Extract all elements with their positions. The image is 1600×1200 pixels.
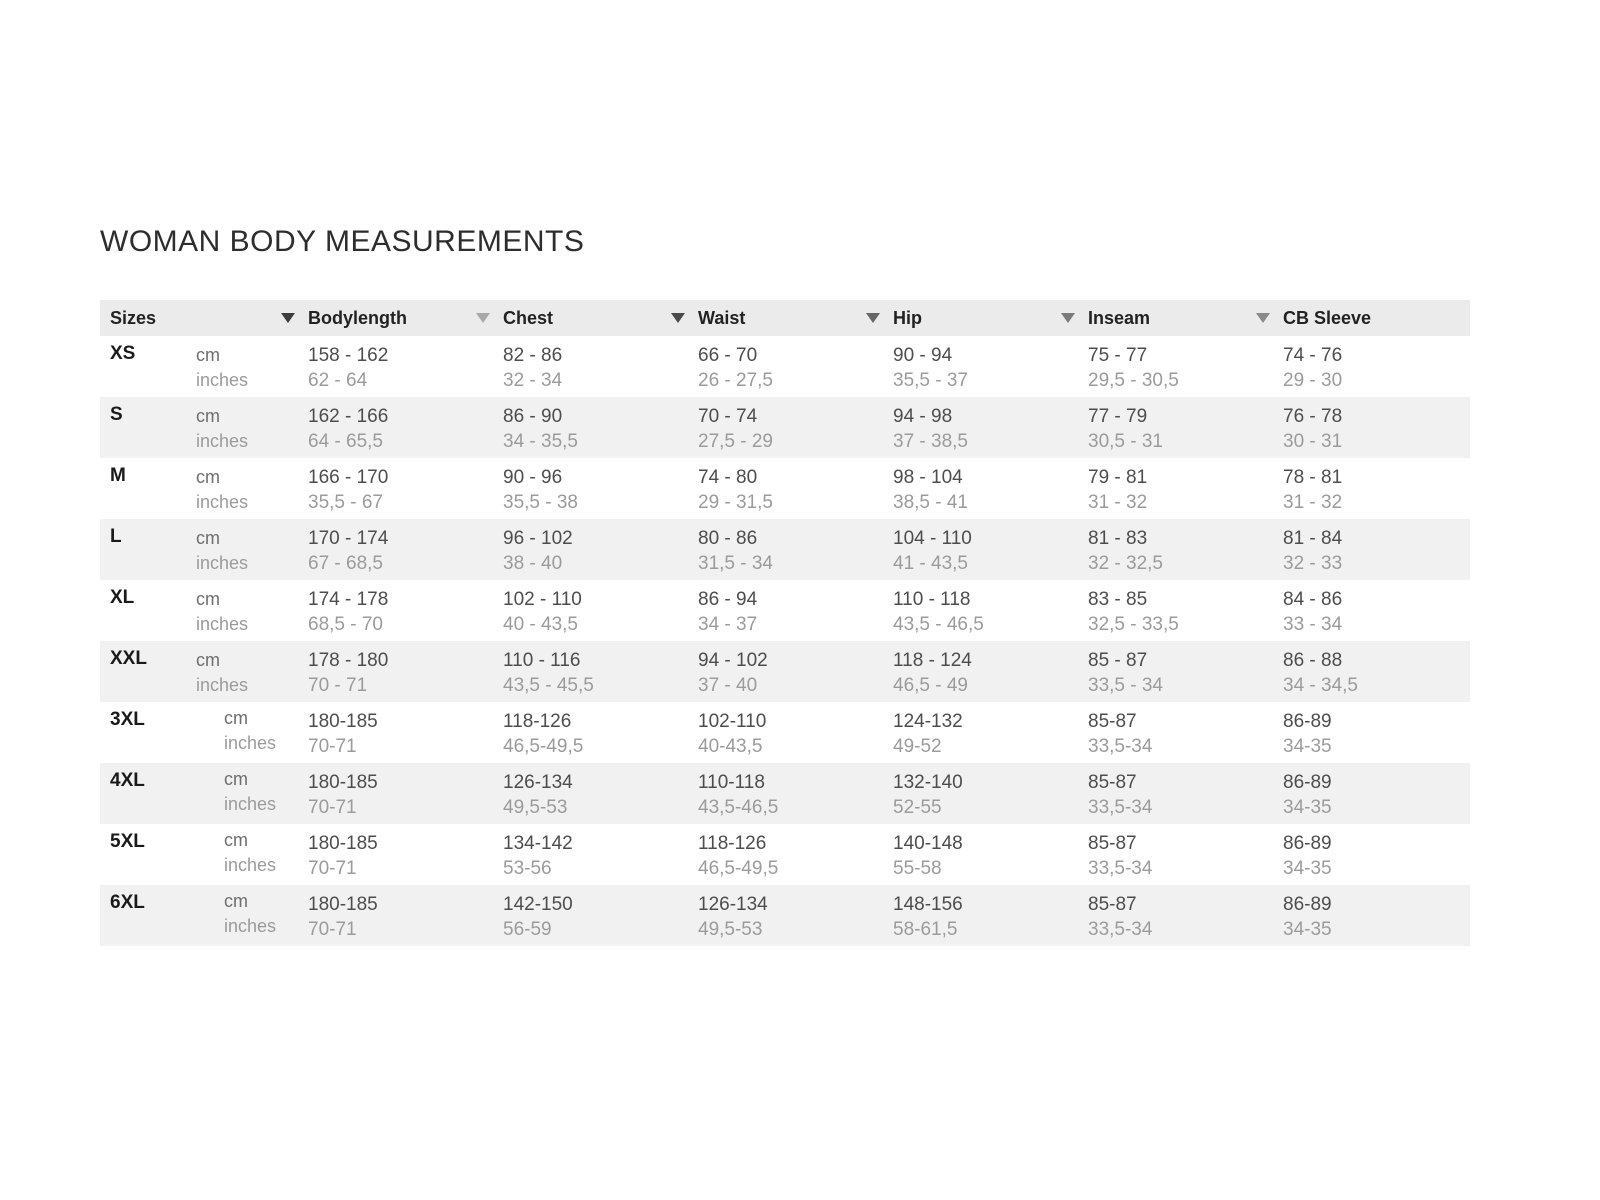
measurement-hip	[866, 580, 1061, 641]
column-header-inseam[interactable]	[1061, 308, 1256, 329]
value-inches: 49,5-53	[503, 797, 568, 818]
value-cm: 98 - 104	[893, 467, 963, 488]
value-cm: 142-150	[503, 894, 573, 915]
value-cm: 86 - 94	[698, 589, 758, 610]
unit-label-cm: cm	[224, 891, 248, 911]
value-inches: 34 - 35,5	[503, 431, 578, 452]
measurement-inseam	[1061, 824, 1256, 885]
value-inches: 37 - 40	[698, 675, 758, 696]
unit-label-inches: inches	[224, 916, 277, 936]
value-inches: 49-52	[893, 736, 942, 757]
measurement-inseam	[1061, 763, 1256, 824]
unit-label-inches: inches	[224, 733, 277, 753]
value-cm: 126-134	[503, 772, 573, 793]
value-cm: 180-185	[308, 833, 378, 854]
measurement-chest	[476, 824, 671, 885]
measurement-inseam	[1061, 641, 1256, 702]
value-inches: 64 - 65,5	[308, 431, 383, 452]
value-cm: 94 - 102	[698, 650, 768, 671]
value-cm: 85-87	[1088, 711, 1137, 732]
size-label: 6XL	[110, 892, 145, 913]
column-label: Sizes	[110, 307, 157, 328]
size-label: M	[110, 465, 126, 486]
measurement-bodylength	[281, 458, 476, 519]
value-inches: 43,5 - 46,5	[893, 614, 984, 635]
column-label: Hip	[893, 307, 922, 328]
measurement-bodylength	[281, 580, 476, 641]
value-cm: 132-140	[893, 772, 963, 793]
measurement-bodylength	[281, 397, 476, 458]
table-header-row	[100, 300, 1470, 336]
table-body	[100, 336, 1470, 946]
measurement-bodylength	[281, 763, 476, 824]
value-inches: 29 - 31,5	[698, 492, 773, 513]
measurement-cb-sleeve	[1256, 641, 1470, 702]
measurement-cb-sleeve	[1256, 336, 1470, 397]
value-cm: 102 - 110	[503, 589, 582, 610]
measurement-bodylength	[281, 885, 476, 946]
value-cm: 86-89	[1283, 711, 1332, 732]
value-inches: 38 - 40	[503, 553, 563, 574]
size-label: XS	[110, 343, 136, 364]
value-cm: 110-118	[698, 772, 765, 793]
value-cm: 110 - 118	[893, 589, 971, 610]
measurement-bodylength	[281, 641, 476, 702]
value-inches: 37 - 38,5	[893, 431, 968, 452]
unit-label-cm: cm	[196, 589, 220, 609]
value-cm: 81 - 84	[1283, 528, 1343, 549]
value-inches: 55-58	[893, 858, 942, 879]
value-cm: 174 - 178	[308, 589, 389, 610]
value-cm: 94 - 98	[893, 406, 953, 427]
measurement-bodylength	[281, 336, 476, 397]
unit-label-cm: cm	[196, 467, 220, 487]
value-cm: 118-126	[698, 833, 767, 854]
value-cm: 85-87	[1088, 894, 1137, 915]
value-inches: 43,5 - 45,5	[503, 675, 594, 696]
measurement-hip	[866, 885, 1061, 946]
value-inches: 35,5 - 37	[893, 370, 968, 391]
value-inches: 31 - 32	[1283, 492, 1343, 513]
unit-label-cm: cm	[196, 345, 220, 365]
table-row-5xl	[100, 824, 1470, 885]
value-inches: 32 - 32,5	[1088, 553, 1163, 574]
value-cm: 162 - 166	[308, 406, 389, 427]
value-cm: 148-156	[893, 894, 963, 915]
measurement-waist	[671, 702, 866, 763]
value-cm: 90 - 94	[893, 345, 953, 366]
value-cm: 74 - 76	[1283, 345, 1343, 366]
measurement-hip	[866, 458, 1061, 519]
measurement-hip	[866, 824, 1061, 885]
size-label: 4XL	[110, 770, 145, 791]
unit-label-inches: inches	[196, 675, 249, 695]
value-inches: 56-59	[503, 919, 552, 940]
measurement-cb-sleeve	[1256, 702, 1470, 763]
measurement-cb-sleeve	[1256, 397, 1470, 458]
value-cm: 140-148	[893, 833, 963, 854]
value-cm: 76 - 78	[1283, 406, 1343, 427]
unit-label-cm: cm	[196, 650, 220, 670]
unit-label-inches: inches	[224, 794, 277, 814]
value-cm: 178 - 180	[308, 650, 389, 671]
table-row-3xl	[100, 702, 1470, 763]
value-inches: 32 - 34	[503, 370, 563, 391]
unit-labels	[196, 397, 281, 458]
unit-labels	[196, 641, 281, 702]
value-cm: 77 - 79	[1088, 406, 1148, 427]
column-header-cb-sleeve[interactable]	[1256, 308, 1470, 329]
value-inches: 31 - 32	[1088, 492, 1148, 513]
measurement-bodylength	[281, 702, 476, 763]
value-cm: 110 - 116	[503, 650, 581, 671]
value-inches: 34-35	[1283, 858, 1332, 879]
unit-labels	[196, 458, 281, 519]
value-cm: 158 - 162	[308, 345, 389, 366]
measurement-inseam	[1061, 397, 1256, 458]
value-cm: 78 - 81	[1283, 467, 1343, 488]
measurement-chest	[476, 702, 671, 763]
unit-label-inches: inches	[196, 492, 249, 512]
measurement-chest	[476, 885, 671, 946]
unit-labels	[196, 336, 281, 397]
value-cm: 81 - 83	[1088, 528, 1148, 549]
measurement-hip	[866, 336, 1061, 397]
value-cm: 86 - 88	[1283, 650, 1343, 671]
value-inches: 35,5 - 38	[503, 492, 578, 513]
value-inches: 43,5-46,5	[698, 797, 779, 818]
unit-label-inches: inches	[224, 855, 277, 875]
value-cm: 66 - 70	[698, 345, 758, 366]
value-inches: 33,5-34	[1088, 919, 1153, 940]
value-cm: 70 - 74	[698, 406, 758, 427]
value-inches: 32 - 33	[1283, 553, 1343, 574]
unit-label-inches: inches	[196, 431, 249, 451]
value-inches: 34-35	[1283, 797, 1332, 818]
value-inches: 52-55	[893, 797, 942, 818]
value-cm: 83 - 85	[1088, 589, 1148, 610]
unit-labels	[196, 580, 281, 641]
measurement-chest	[476, 458, 671, 519]
column-header-bodylength[interactable]	[281, 308, 476, 329]
value-inches: 40 - 43,5	[503, 614, 578, 635]
table-row-m	[100, 458, 1470, 519]
unit-labels	[196, 760, 281, 824]
value-cm: 180-185	[308, 894, 378, 915]
unit-label-inches: inches	[196, 370, 249, 390]
value-cm: 85-87	[1088, 772, 1137, 793]
value-inches: 58-61,5	[893, 919, 958, 940]
size-label: 3XL	[110, 709, 145, 730]
size-label: S	[110, 404, 123, 425]
column-label: CB Sleeve	[1283, 307, 1372, 328]
measurement-chest	[476, 336, 671, 397]
measurement-bodylength	[281, 519, 476, 580]
value-inches: 70-71	[308, 919, 357, 940]
unit-label-inches: inches	[196, 614, 249, 634]
value-cm: 118-126	[503, 711, 572, 732]
value-inches: 49,5-53	[698, 919, 763, 940]
value-cm: 124-132	[893, 711, 963, 732]
value-inches: 46,5-49,5	[698, 858, 779, 879]
column-header-waist[interactable]	[671, 308, 866, 329]
value-cm: 82 - 86	[503, 345, 563, 366]
value-inches: 27,5 - 29	[698, 431, 773, 452]
column-header-hip[interactable]	[866, 308, 1061, 329]
table-row-xl	[100, 580, 1470, 641]
value-inches: 40-43,5	[698, 736, 763, 757]
table-row-4xl	[100, 763, 1470, 824]
measurement-waist	[671, 885, 866, 946]
value-inches: 29,5 - 30,5	[1088, 370, 1179, 391]
measurement-hip	[866, 702, 1061, 763]
measurement-cb-sleeve	[1256, 458, 1470, 519]
table-row-xxl	[100, 641, 1470, 702]
value-inches: 33,5-34	[1088, 736, 1153, 757]
value-inches: 31,5 - 34	[698, 553, 773, 574]
value-cm: 180-185	[308, 711, 378, 732]
value-cm: 90 - 96	[503, 467, 563, 488]
value-cm: 134-142	[503, 833, 573, 854]
measurement-inseam	[1061, 458, 1256, 519]
value-inches: 68,5 - 70	[308, 614, 383, 635]
value-cm: 84 - 86	[1283, 589, 1343, 610]
page-title: WOMAN BODY MEASUREMENTS	[100, 225, 585, 258]
unit-labels	[196, 699, 281, 763]
unit-labels	[196, 821, 281, 885]
value-cm: 166 - 170	[308, 467, 389, 488]
value-cm: 118 - 124	[893, 650, 972, 671]
column-label: Inseam	[1088, 307, 1151, 328]
measurement-cb-sleeve	[1256, 824, 1470, 885]
table-row-6xl	[100, 885, 1470, 946]
measurement-inseam	[1061, 885, 1256, 946]
measurement-cb-sleeve	[1256, 580, 1470, 641]
value-inches: 26 - 27,5	[698, 370, 773, 391]
measurement-hip	[866, 397, 1061, 458]
unit-label-cm: cm	[224, 830, 248, 850]
value-cm: 86 - 90	[503, 406, 563, 427]
value-cm: 170 - 174	[308, 528, 389, 549]
value-inches: 34 - 34,5	[1283, 675, 1358, 696]
unit-labels	[196, 519, 281, 580]
woman-body-measurements-table	[100, 300, 1470, 946]
value-inches: 34-35	[1283, 919, 1332, 940]
value-cm: 102-110	[698, 711, 767, 732]
measurement-waist	[671, 580, 866, 641]
column-label: Chest	[503, 307, 554, 328]
measurement-cb-sleeve	[1256, 885, 1470, 946]
size-label: 5XL	[110, 831, 145, 852]
value-cm: 86-89	[1283, 772, 1332, 793]
size-label: XXL	[110, 648, 147, 669]
unit-label-cm: cm	[196, 406, 220, 426]
column-label: Bodylength	[308, 307, 407, 328]
value-inches: 53-56	[503, 858, 552, 879]
measurement-hip	[866, 763, 1061, 824]
sort-arrow-icon[interactable]	[476, 313, 490, 323]
value-inches: 46,5 - 49	[893, 675, 968, 696]
value-cm: 104 - 110	[893, 528, 972, 549]
measurement-waist	[671, 397, 866, 458]
measurement-chest	[476, 580, 671, 641]
value-inches: 38,5 - 41	[893, 492, 968, 513]
table-row-l	[100, 519, 1470, 580]
value-inches: 35,5 - 67	[308, 492, 383, 513]
value-cm: 79 - 81	[1088, 467, 1148, 488]
size-label: L	[110, 526, 122, 547]
measurement-chest	[476, 519, 671, 580]
value-inches: 33 - 34	[1283, 614, 1343, 635]
value-inches: 30,5 - 31	[1088, 431, 1163, 452]
size-label: XL	[110, 587, 135, 608]
unit-label-inches: inches	[196, 553, 249, 573]
value-inches: 70-71	[308, 797, 357, 818]
measurement-chest	[476, 763, 671, 824]
measurement-bodylength	[281, 824, 476, 885]
measurement-chest	[476, 397, 671, 458]
value-inches: 70-71	[308, 736, 357, 757]
value-cm: 80 - 86	[698, 528, 758, 549]
unit-label-cm: cm	[196, 528, 220, 548]
sort-arrow-icon[interactable]	[281, 313, 295, 323]
sort-arrow-icon[interactable]	[671, 313, 685, 323]
value-inches: 46,5-49,5	[503, 736, 584, 757]
value-cm: 74 - 80	[698, 467, 758, 488]
measurement-waist	[671, 824, 866, 885]
value-inches: 34 - 37	[698, 614, 758, 635]
value-cm: 85-87	[1088, 833, 1137, 854]
unit-labels	[196, 882, 281, 946]
column-header-sizes	[100, 308, 196, 329]
value-cm: 85 - 87	[1088, 650, 1148, 671]
measurement-waist	[671, 336, 866, 397]
value-cm: 126-134	[698, 894, 768, 915]
value-cm: 75 - 77	[1088, 345, 1148, 366]
measurement-hip	[866, 641, 1061, 702]
value-inches: 33,5-34	[1088, 858, 1153, 879]
measurement-inseam	[1061, 580, 1256, 641]
value-inches: 34-35	[1283, 736, 1332, 757]
measurement-chest	[476, 641, 671, 702]
column-header-chest[interactable]	[476, 308, 671, 329]
value-inches: 29 - 30	[1283, 370, 1343, 391]
sort-arrow-icon[interactable]	[866, 313, 880, 323]
measurement-inseam	[1061, 336, 1256, 397]
measurement-waist	[671, 763, 866, 824]
value-inches: 70 - 71	[308, 675, 368, 696]
measurement-waist	[671, 641, 866, 702]
table-row-xs	[100, 336, 1470, 397]
value-inches: 32,5 - 33,5	[1088, 614, 1179, 635]
measurement-waist	[671, 458, 866, 519]
column-label: Waist	[698, 307, 746, 328]
measurement-inseam	[1061, 519, 1256, 580]
value-cm: 180-185	[308, 772, 378, 793]
measurement-waist	[671, 519, 866, 580]
value-cm: 86-89	[1283, 833, 1332, 854]
value-cm: 96 - 102	[503, 528, 573, 549]
value-inches: 30 - 31	[1283, 431, 1343, 452]
value-inches: 67 - 68,5	[308, 553, 383, 574]
unit-label-cm: cm	[224, 769, 248, 789]
value-cm: 86-89	[1283, 894, 1332, 915]
value-inches: 41 - 43,5	[893, 553, 968, 574]
unit-label-cm: cm	[224, 708, 248, 728]
measurement-inseam	[1061, 702, 1256, 763]
value-inches: 33,5-34	[1088, 797, 1153, 818]
measurement-cb-sleeve	[1256, 763, 1470, 824]
sort-arrow-icon[interactable]	[1061, 313, 1075, 323]
table-row-s	[100, 397, 1470, 458]
measurement-cb-sleeve	[1256, 519, 1470, 580]
sort-arrow-icon[interactable]	[1256, 313, 1270, 323]
value-inches: 62 - 64	[308, 370, 368, 391]
value-inches: 70-71	[308, 858, 357, 879]
value-inches: 33,5 - 34	[1088, 675, 1163, 696]
measurement-hip	[866, 519, 1061, 580]
